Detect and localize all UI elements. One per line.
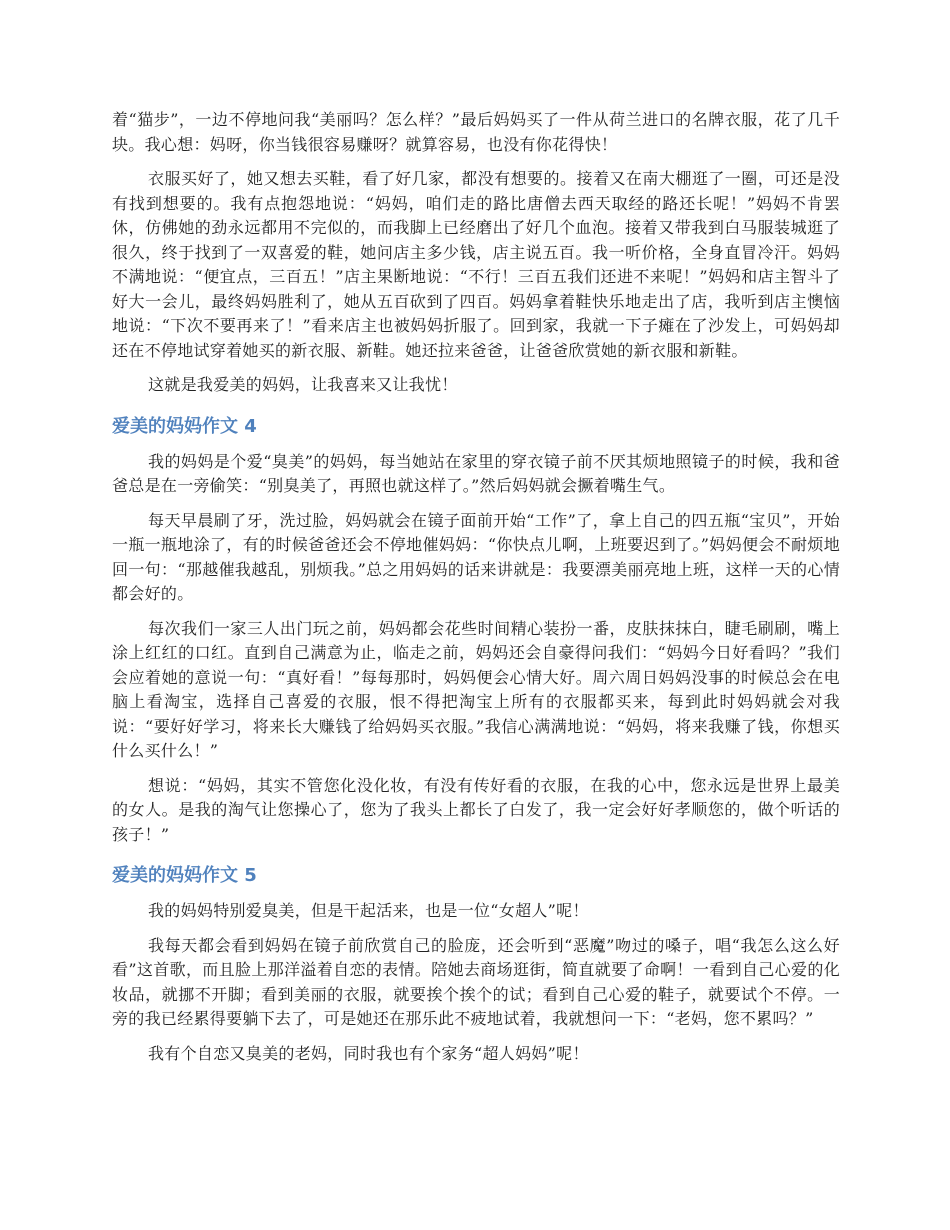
paragraph: 我的妈妈特别爱臭美，但是干起活来，也是一位“女超人”呢！ — [148, 901, 589, 920]
paragraph: 每次我们一家三人出门玩之前，妈妈都会花些时间精心装扮一番，皮肤抹抹白，睫毛刷刷，嘴上涂上红红的口红。直到自己满意为止，临走之前，妈妈还会自豪得问我们：“妈妈今日好看吗？”我们会应着她的意说一句：“真好看！”每每那时，妈妈便会心情大好。周六周日妈妈没事的时候总会在电脑上看淘宝，选择自己喜爱的衣服，恨不得把淘宝上所有的衣服都买来，每到此时妈妈就会对我说：“要好好学习，将来长大赚钱了给妈妈买衣服。”我信心满满地说：“妈妈，将来我赚了钱，你想买什么买什么！” — [112, 618, 840, 760]
section-heading-5: 爱美的妈妈作文 5 — [112, 865, 257, 886]
paragraph: 我的妈妈是个爱“臭美”的妈妈，每当她站在家里的穿衣镜子前不厌其烦地照镜子的时候，我和爸爸总是在一旁偷笑：“别臭美了，再照也就这样了。”然后妈妈就会撅着嘴生气。 — [112, 451, 840, 495]
paragraph: 这就是我爱美的妈妈，让我喜来又让我忧！ — [148, 375, 458, 394]
document-page — [112, 108, 840, 1066]
paragraph-continued: 着“猫步”，一边不停地问我“美丽吗？怎么样？”最后妈妈买了一件从荷兰进口的名牌衣服，花了几千块。我心想：妈呀，你当钱很容易赚呀？就算容易，也没有你花得快！ — [112, 110, 840, 154]
paragraph: 想说：“妈妈，其实不管您化没化妆，有没有传好看的衣服，在我的心中，您永远是世界上最美的女人。是我的淘气让您操心了，您为了我头上都长了白发了，我一定会好好孝顺您的，做个听话的孩子！” — [112, 775, 840, 844]
paragraph: 每天早晨刷了牙，洗过脸，妈妈就会在镜子面前开始“工作”了，拿上自己的四五瓶“宝贝”，开始一瓶一瓶地涂了，有的时候爸爸还会不停地催妈妈：“你快点儿啊，上班要迟到了。”妈妈便会不耐烦地回一句：“那越催我越乱，别烦我。”总之用妈妈的话来讲就是：我要漂美丽亮地上班，这样一天的心情都会好的。 — [112, 510, 840, 603]
paragraph: 我每天都会看到妈妈在镜子前欣赏自己的脸庞，还会听到“恶魔”吻过的嗓子，唱“我怎么这么好看”这首歌，而且脸上那洋溢着自恋的表情。陪她去商场逛街，简直就要了命啊！一看到自己心爱的化妆品，就挪不开脚；看到美丽的衣服，就要挨个挨个的试；看到自己心爱的鞋子，就要试个不停。一旁的我已经累得要躺下去了，可是她还在那乐此不疲地试着，我就想问一下：“老妈，您不累吗？” — [112, 935, 840, 1028]
section-heading-4: 爱美的妈妈作文 4 — [112, 415, 257, 437]
paragraph: 衣服买好了，她又想去买鞋，看了好几家，都没有想要的。接着又在南大棚逛了一圈，可还是没有找到想要的。我有点抱怨地说：“妈妈，咱们走的路比唐僧去西天取经的路还长呢！”妈妈不肯罢休，仿佛她的劲永远都用不完似的，而我脚上已经磨出了好几个血泡。接着又带我到白马服装城逛了很久，终于找到了一双喜爱的鞋，她问店主多少钱，店主说五百。我一听价格，全身直冒冷汗。妈妈不满地说：“便宜点，三百五！”店主果断地说：“不行！三百五我们还进不来呢！”妈妈和店主智斗了好大一会儿，最终妈妈胜利了，她从五百砍到了四百。妈妈拿着鞋快乐地走出了店，我听到店主懊恼地说：“下次不要再来了！”看来店主也被妈妈折服了。回到家，我就一下子瘫在了沙发上，可妈妈却还在不停地试穿着她买的新衣服、新鞋。她还拉来爸爸，让爸爸欣赏她的新衣服和新鞋。 — [112, 169, 840, 360]
paragraph: 我有个自恋又臭美的老妈，同时我也有个家务“超人妈妈”呢！ — [148, 1043, 589, 1063]
